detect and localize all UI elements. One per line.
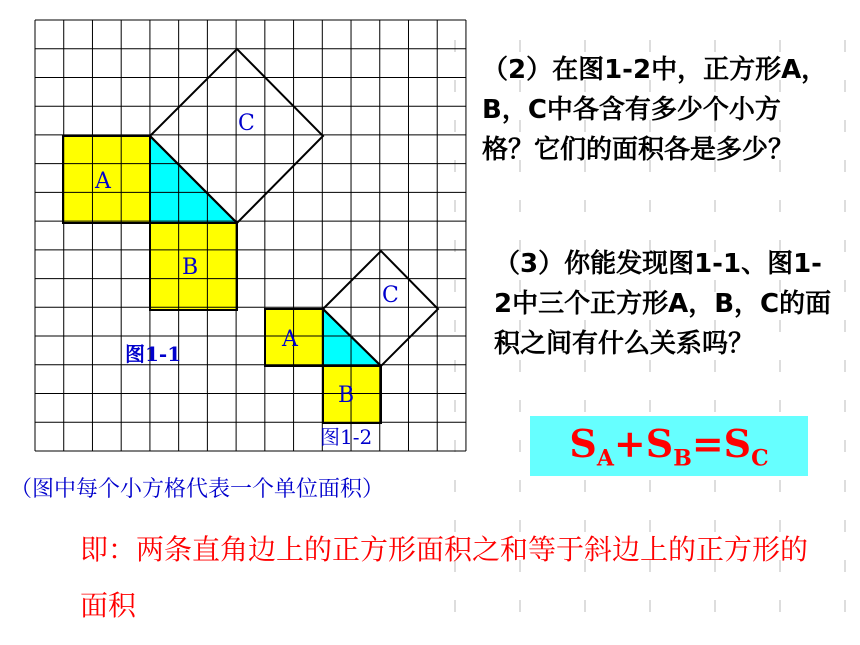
conclusion-text: 即：两条直角边上的正方形面积之和等于斜边上的正方形的面积 [80, 533, 809, 622]
unit-note: （图中每个小方格代表一个单位面积） [10, 477, 385, 502]
fig2-label-c: C [382, 283, 399, 308]
fig1-label-b: B [182, 255, 199, 280]
caption-fig1: 图1-1 [125, 342, 182, 366]
fig2-label-a: A [282, 327, 298, 352]
fig2-label-b: B [338, 383, 355, 408]
question-2: （2）在图1-2中，正方形A，B，C中各含有多少个小方格？它们的面积各是多少？ [482, 55, 828, 165]
caption-fig2: 图1-2 [320, 425, 373, 449]
fig1-label-c: C [238, 111, 255, 136]
area-formula: $S_A+S_B=S_C$ [569, 420, 769, 472]
question-3: （3）你能发现图1-1、图1-2中三个正方形A，B，C的面积之间有什么关系吗？ [494, 249, 832, 359]
grid-lines [35, 20, 466, 451]
formula-box [530, 416, 808, 476]
fig1-label-a: A [95, 169, 111, 194]
